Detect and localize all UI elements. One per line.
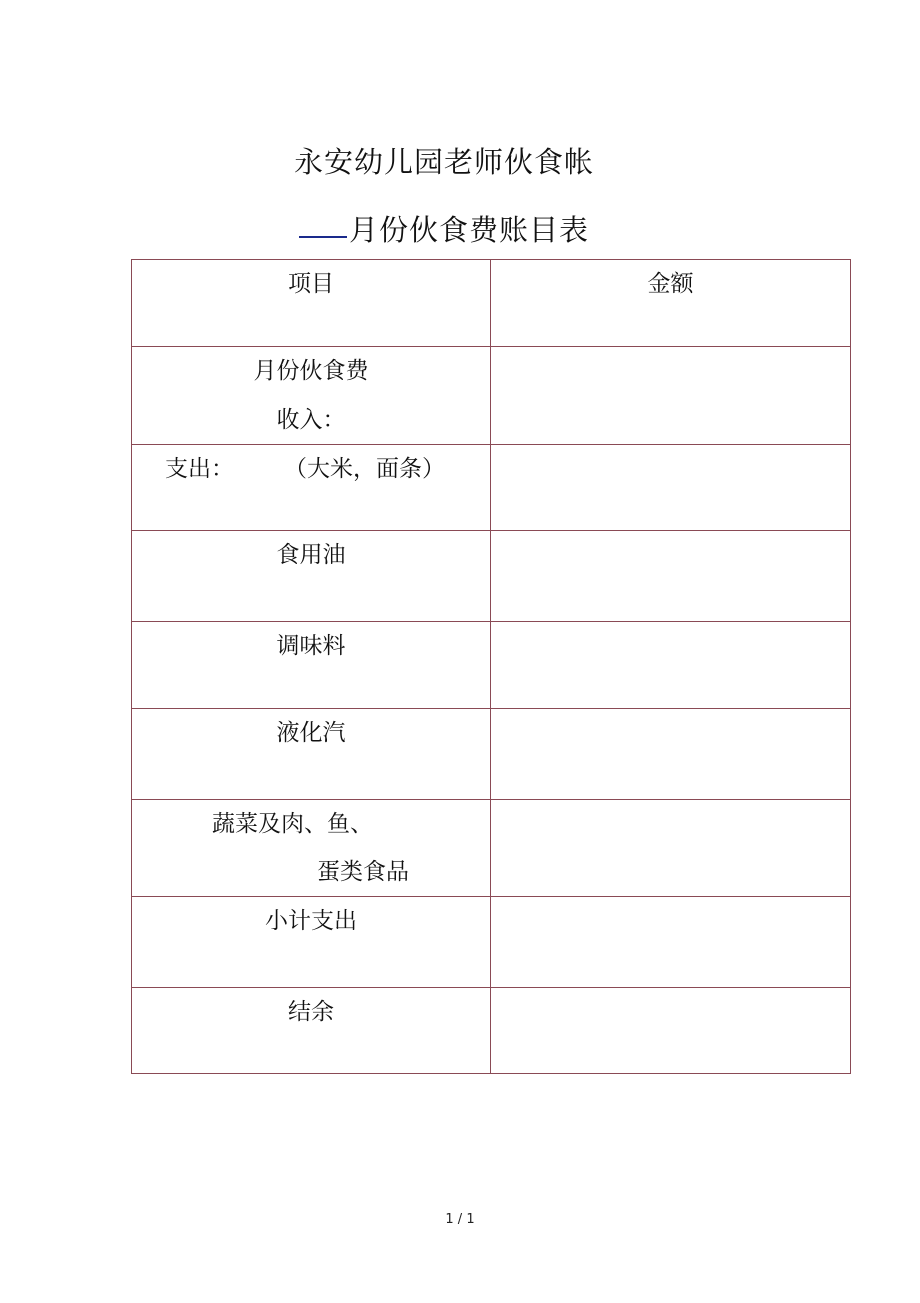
row-label: 食用油	[276, 542, 346, 568]
document-subtitle	[0, 208, 888, 249]
header-amount-label: 金额	[647, 271, 694, 297]
row-label-line1: 蔬菜及肉、鱼、	[212, 811, 373, 837]
header-cell-amount	[491, 260, 851, 347]
table-row	[132, 347, 851, 445]
table-row	[132, 445, 851, 531]
row-label-line1: 月份伙食费	[253, 358, 369, 384]
table-row	[132, 709, 851, 800]
row-label-cell	[132, 988, 491, 1074]
row-label-line2: 蛋类食品	[317, 859, 409, 885]
page-number: 1 / 1	[445, 1212, 475, 1227]
row-amount-cell[interactable]	[491, 622, 851, 709]
row-label: 液化汽	[276, 720, 346, 746]
row-amount-cell[interactable]	[491, 531, 851, 622]
row-label-cell	[132, 622, 491, 709]
row-amount-cell[interactable]	[491, 445, 851, 531]
row-label-cell	[132, 709, 491, 800]
row-label-part2: （大米，面条）	[284, 456, 445, 482]
row-amount-cell[interactable]	[491, 800, 851, 897]
row-amount-cell[interactable]	[491, 709, 851, 800]
row-label-cell	[132, 445, 491, 531]
row-label-part1: 支出：	[165, 456, 234, 482]
document-title: 永安幼儿园老师伙食帐	[293, 145, 594, 179]
table-header-row	[132, 260, 851, 347]
row-label-cell	[132, 897, 491, 988]
ledger-table	[131, 259, 851, 1074]
row-label-cell	[132, 531, 491, 622]
row-label-cell	[132, 800, 491, 897]
row-label-line2: 收入：	[276, 407, 346, 433]
table-row	[132, 531, 851, 622]
subtitle-text: 月份伙食费账目表	[348, 213, 589, 247]
row-amount-cell[interactable]	[491, 988, 851, 1074]
row-label: 调味料	[276, 633, 346, 659]
row-label-cell	[132, 347, 491, 445]
table-row	[132, 988, 851, 1074]
row-amount-cell[interactable]	[491, 897, 851, 988]
header-item-label: 项目	[288, 271, 334, 297]
row-label: 结余	[288, 999, 334, 1025]
table-row	[132, 622, 851, 709]
header-cell-item	[132, 260, 491, 347]
table-row	[132, 800, 851, 897]
month-blank-line	[299, 236, 347, 238]
row-label: 小计支出	[265, 908, 357, 934]
table-row	[132, 897, 851, 988]
row-amount-cell[interactable]	[491, 347, 851, 445]
